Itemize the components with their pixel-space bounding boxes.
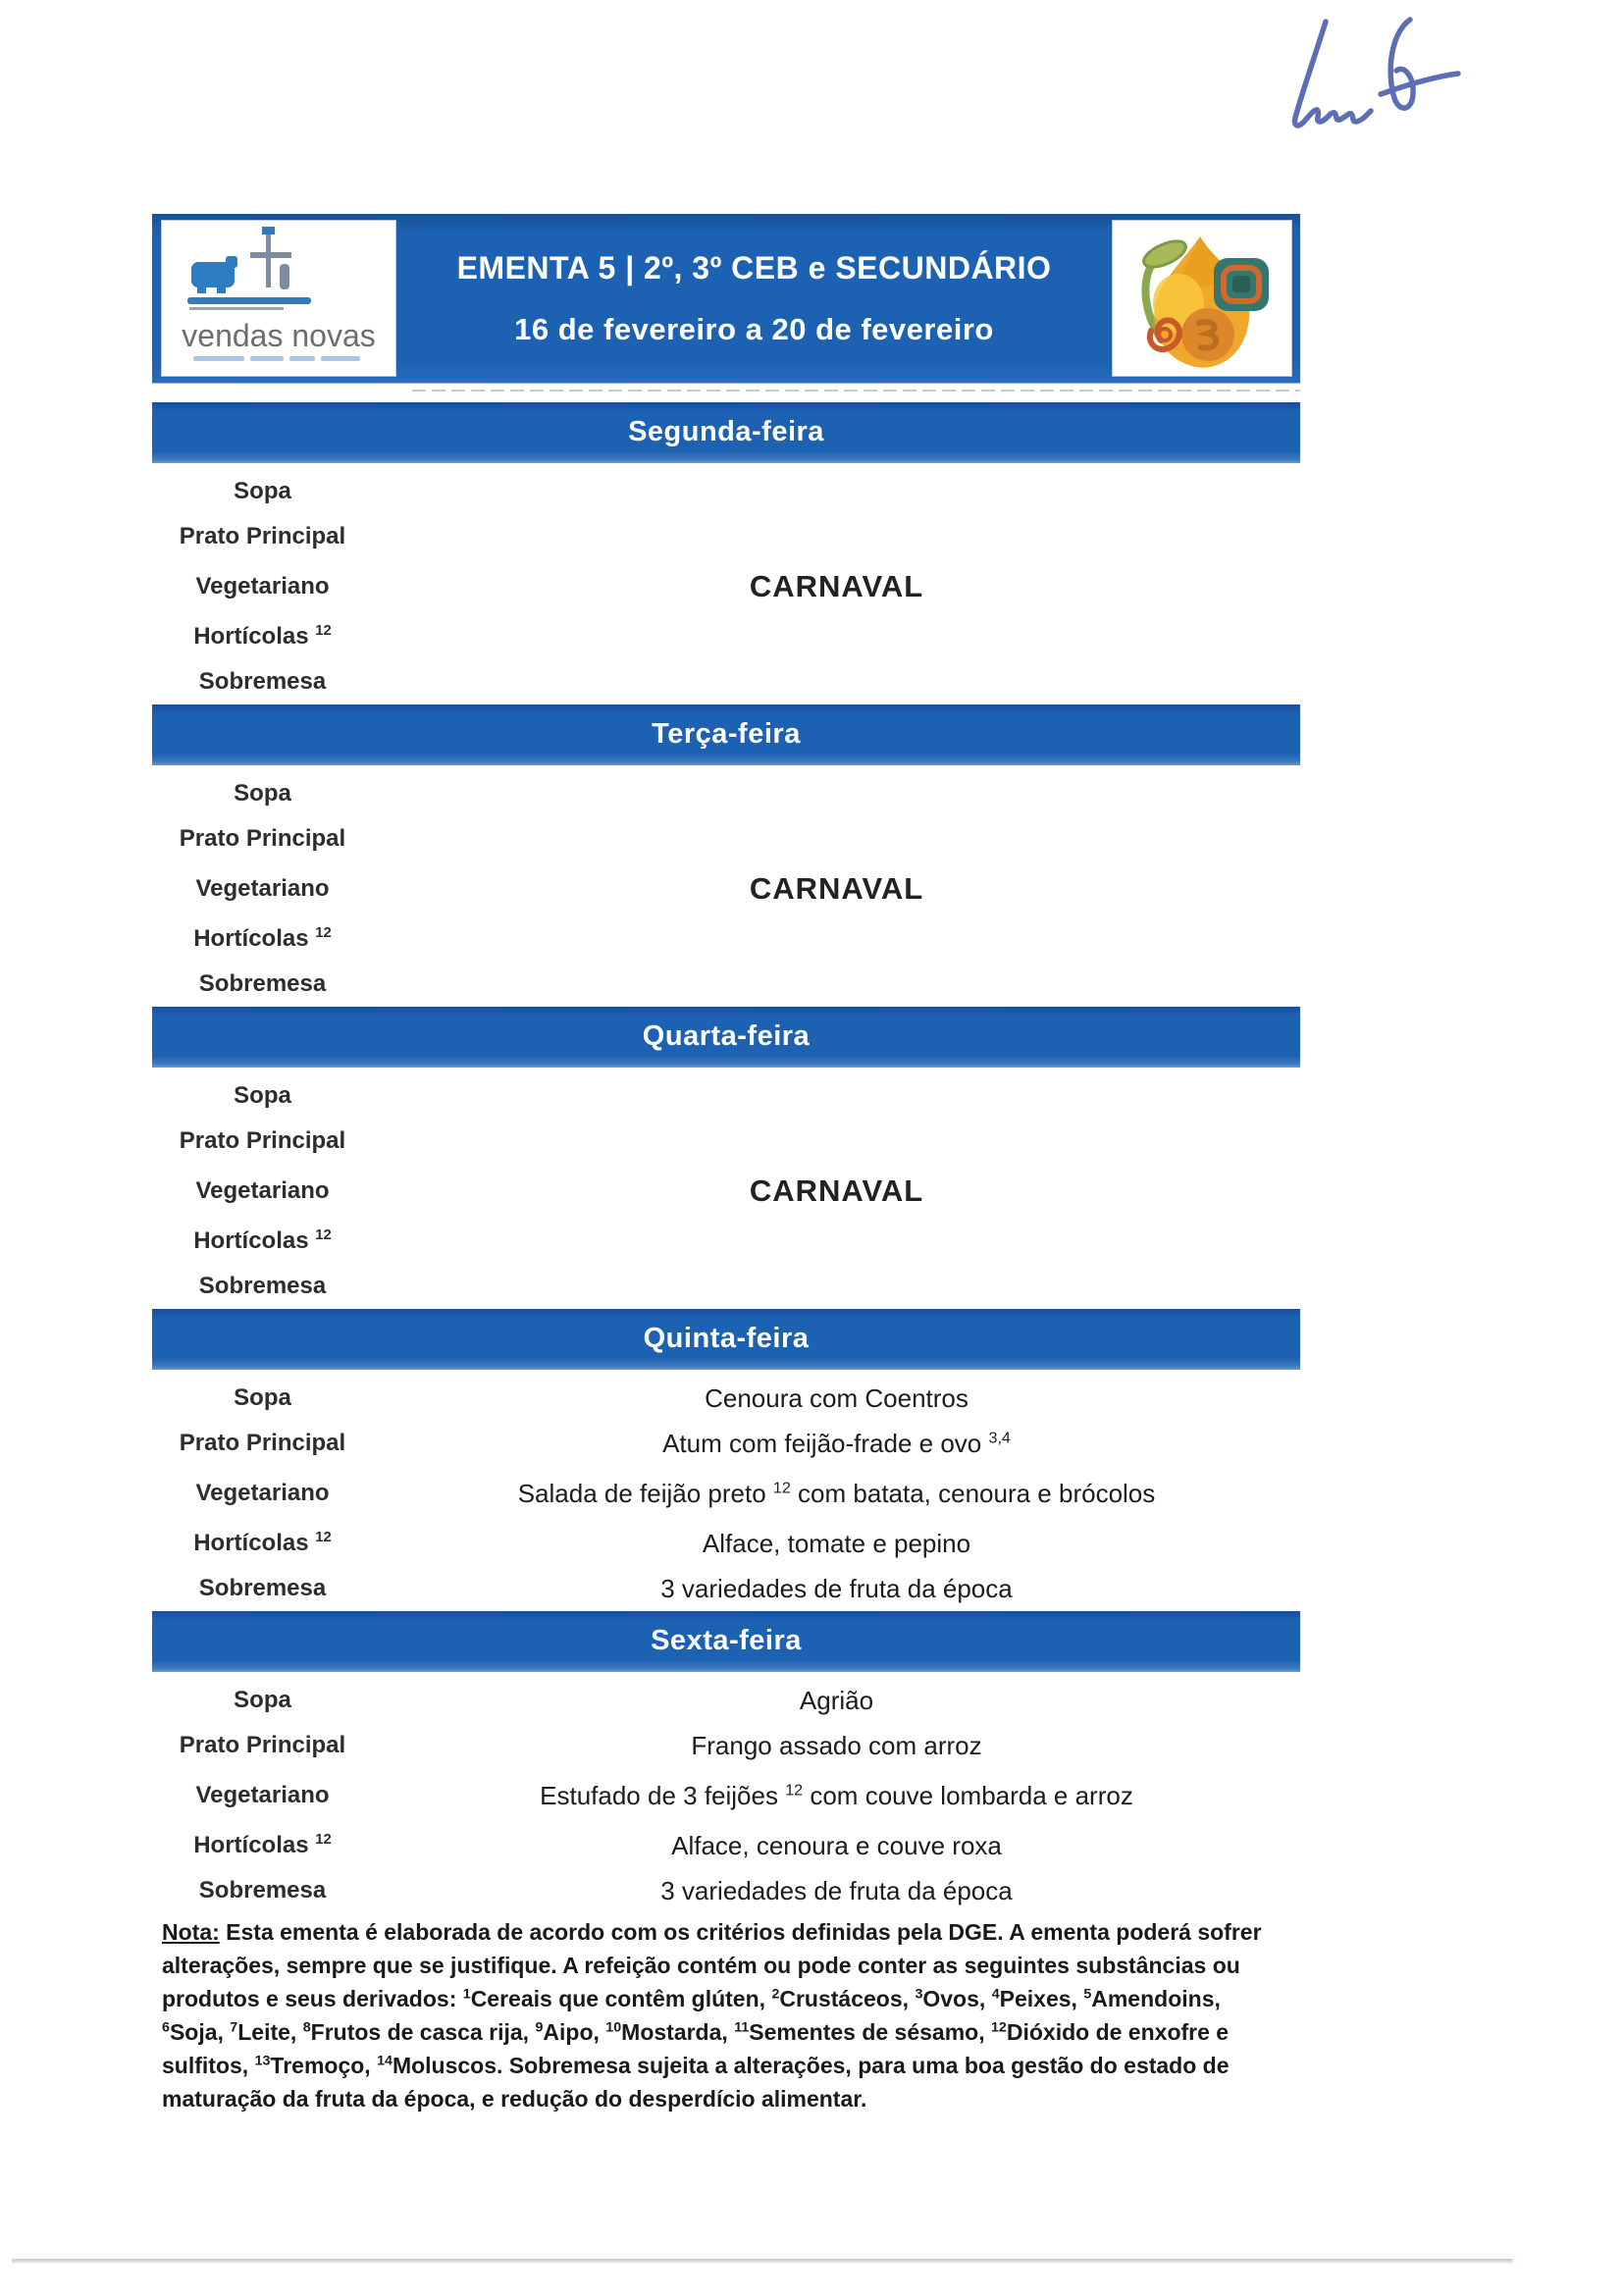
row-value-horticolas: Alface, cenoura e couve roxa <box>671 1830 1002 1860</box>
row-value-vegetariano: CARNAVAL <box>749 1174 924 1208</box>
header-titles <box>396 214 1112 383</box>
row-label-sobremesa: Sobremesa <box>198 1273 327 1299</box>
row-label-horticolas: Hortícolas $^{12}$ <box>193 623 332 650</box>
row-label-sopa: Sopa <box>234 478 291 504</box>
fruit-logo <box>1112 220 1292 377</box>
row-label-prato-principal: Prato Principal <box>179 523 346 549</box>
row-label-vegetariano: Vegetariano <box>195 1177 330 1204</box>
fruit-illustration-icon <box>1114 221 1290 376</box>
row-label-horticolas: Hortícolas $^{12}$ <box>193 1530 332 1556</box>
row-label-sopa: Sopa <box>234 1384 291 1411</box>
row-label-sopa: Sopa <box>234 1687 291 1713</box>
row-value-sopa: Agrião <box>799 1685 874 1715</box>
row-value-sopa: Cenoura com Coentros <box>705 1383 969 1413</box>
row-value-vegetariano: CARNAVAL <box>749 569 924 603</box>
row-value-horticolas: Alface, tomate e pepino <box>702 1528 971 1558</box>
vendas-novas-wordmark: vendas novas <box>181 318 376 353</box>
row-label-vegetariano: Vegetariano <box>195 875 330 902</box>
row-label-vegetariano: Vegetariano <box>195 1480 330 1506</box>
row-label-horticolas: Hortícolas $^{12}$ <box>193 925 332 952</box>
row-value-vegetariano: Estufado de 3 feijões $^{12}$ com couve lombarda e arroz <box>540 1780 1133 1810</box>
row-label-sobremesa: Sobremesa <box>198 970 327 997</box>
row-label-sobremesa: Sobremesa <box>198 1575 327 1601</box>
header-scan-shadow <box>412 390 1300 391</box>
row-label-vegetariano: Vegetariano <box>195 573 330 600</box>
row-label-sopa: Sopa <box>234 1082 291 1109</box>
day-section-quarta <box>152 1007 1300 1309</box>
day-banner-segunda: Segunda-feira <box>152 402 1300 463</box>
logo-tagline-illegible <box>193 356 360 361</box>
row-label-sopa: Sopa <box>234 780 291 807</box>
row-value-sobremesa: 3 variedades de fruta da época <box>660 1573 1013 1603</box>
note-label: Nota: <box>162 1919 220 1945</box>
vendas-novas-emblem-icon <box>164 221 394 376</box>
row-label-prato-principal: Prato Principal <box>179 1430 346 1456</box>
menu-header <box>152 214 1300 383</box>
row-label-horticolas: Hortícolas $^{12}$ <box>193 1832 332 1858</box>
day-banner-quarta: Quarta-feira <box>152 1007 1300 1068</box>
row-label-sobremesa: Sobremesa <box>198 1877 327 1904</box>
vendas-novas-logo <box>161 220 396 377</box>
note-text: Esta ementa é elaborada de acordo com os critérios definidas pela DGE. A ementa poderá sofrer alterações, sempre que se justifique. A refeição contém ou pode conter as seguintes substâncias ou produtos e seus derivados: $^1$Cereais que contêm glúten, $^2$Crustáceos, $^3$Ovos, $^4$Peixes, $^5$Amendoins, $^6$Soja, $^7$Leite, $^8$Frutos de casca rija, $^9$Aipo, $^{10}$Mostarda, $^{11}$Sementes de sésamo, $^{12}$Dióxido de enxofre e sulfitos, $^{13}$Tremoço, $^{14}$Moluscos. Sobremesa sujeita a alterações, para uma boa gestão do estado de maturação da fruta da época, e redução do desperdício alimentar. <box>162 1919 1262 2112</box>
day-banner-terca: Terça-feira <box>152 704 1300 765</box>
row-label-sobremesa: Sobremesa <box>198 668 327 695</box>
week-menu <box>152 402 1300 1913</box>
day-banner-quinta: Quinta-feira <box>152 1309 1300 1370</box>
row-label-prato-principal: Prato Principal <box>179 825 346 852</box>
scan-artifact-line <box>12 2259 1513 2264</box>
row-value-vegetariano: CARNAVAL <box>749 871 924 906</box>
menu-date-range: 16 de fevereiro a 20 de fevereiro <box>514 311 994 346</box>
row-value-prato-principal: Atum com feijão-frade e ovo $^{3,4}$ <box>662 1428 1011 1458</box>
day-banner-sexta: Sexta-feira <box>152 1611 1300 1672</box>
allergen-note <box>162 1915 1281 2115</box>
day-section-quinta <box>152 1309 1300 1611</box>
row-label-prato-principal: Prato Principal <box>179 1732 346 1758</box>
row-value-prato-principal: Frango assado com arroz <box>691 1730 982 1760</box>
menu-title: EMENTA 5 | 2º, 3º CEB e SECUNDÁRIO <box>456 249 1052 286</box>
signature-icon <box>1261 8 1467 155</box>
day-section-segunda <box>152 402 1300 704</box>
row-value-vegetariano: Salada de feijão preto $^{12}$ com batata, cenoura e brócolos <box>517 1478 1156 1508</box>
row-label-prato-principal: Prato Principal <box>179 1127 346 1154</box>
day-section-sexta <box>152 1611 1300 1913</box>
day-section-terca <box>152 704 1300 1007</box>
row-label-vegetariano: Vegetariano <box>195 1782 330 1808</box>
row-value-sobremesa: 3 variedades de fruta da época <box>660 1875 1013 1905</box>
row-label-horticolas: Hortícolas $^{12}$ <box>193 1227 332 1254</box>
